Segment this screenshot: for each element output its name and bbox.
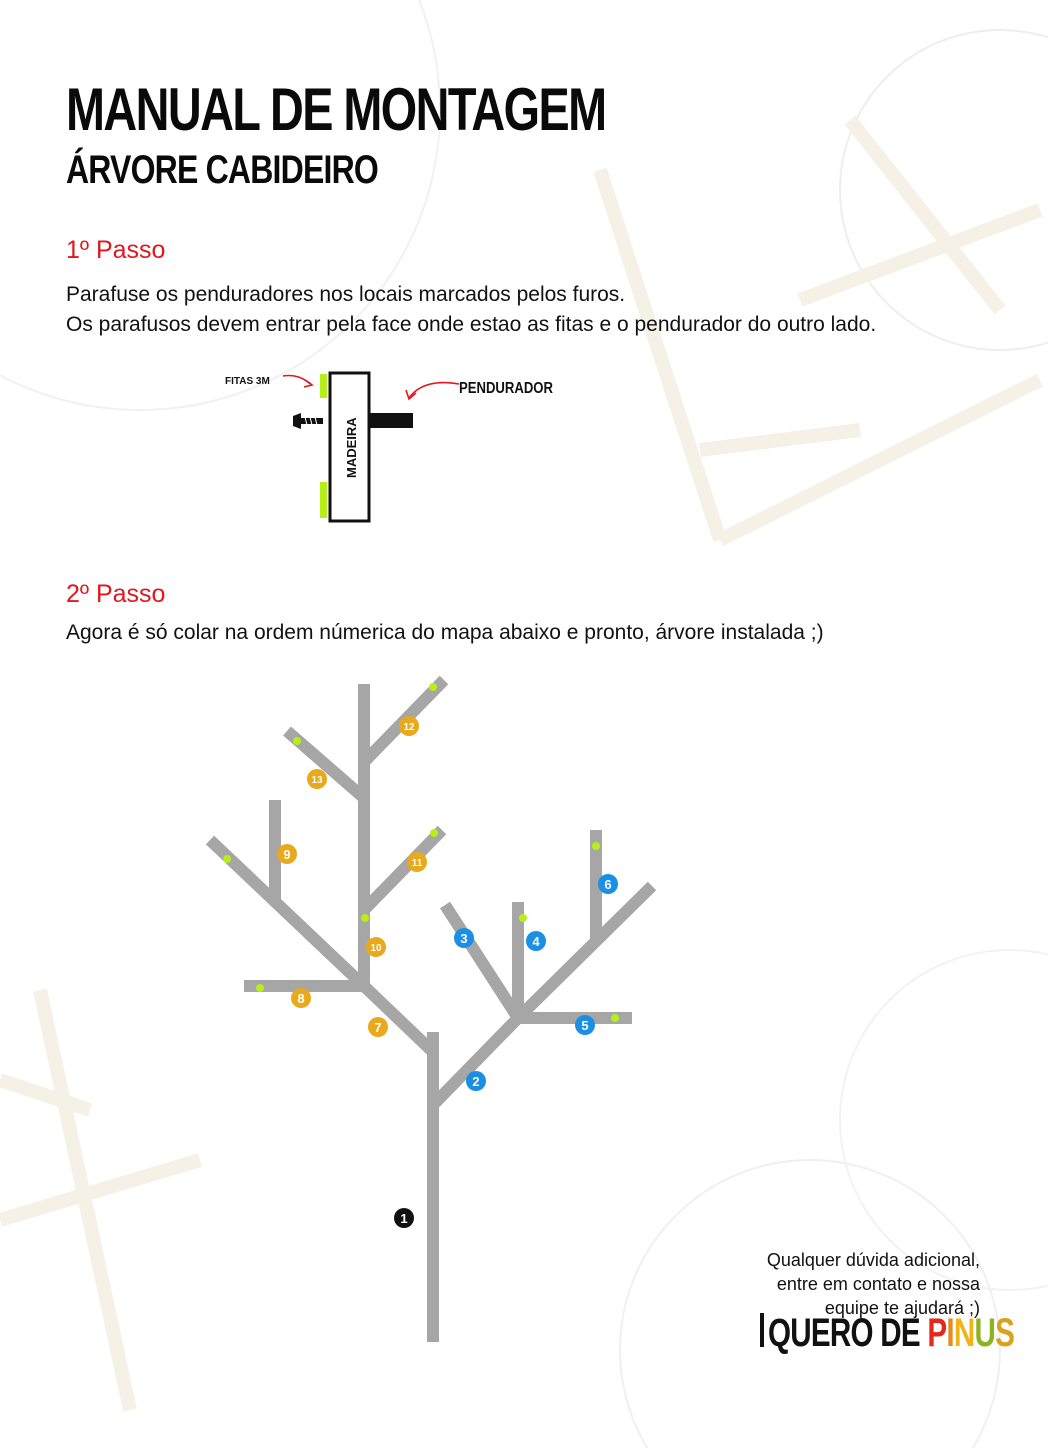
- page-subtitle: ÁRVORE CABIDEIRO: [66, 148, 378, 192]
- wood-label: MADEIRA: [344, 417, 359, 478]
- contact-line-2: entre em contato e nossa: [776, 1274, 980, 1294]
- page-title: MANUAL DE MONTAGEM: [66, 76, 606, 143]
- logo-letter-i: I: [946, 1310, 954, 1356]
- marker-12-label: 12: [403, 722, 415, 733]
- tape-arrow: [283, 375, 311, 384]
- hole-dot: [519, 914, 527, 922]
- marker-9-label: 9: [283, 847, 291, 862]
- step1-line-2: Os parafusos devem entrar pela face onde estao as fitas e o pendurador do outro lado.: [66, 313, 877, 336]
- tape-bottom: [320, 482, 327, 518]
- branch-2: [433, 1018, 518, 1105]
- step1-title: 1º Passo: [66, 236, 166, 264]
- marker-4-label: 4: [532, 934, 540, 949]
- brand-logo: [758, 1308, 1015, 1378]
- tape-top: [320, 374, 327, 398]
- hole-dot: [293, 737, 301, 745]
- contact-line-1: Qualquer dúvida adicional,: [766, 1250, 980, 1270]
- marker-1-label: 1: [400, 1211, 408, 1226]
- branch-11: [364, 830, 442, 910]
- logo-text: QUERO DE: [768, 1310, 928, 1356]
- logo-letter-n: N: [953, 1310, 975, 1356]
- hole-dot: [611, 1014, 619, 1022]
- mounting-diagram: [215, 360, 575, 540]
- hole-dot: [256, 984, 264, 992]
- logo-letter-p: P: [927, 1310, 947, 1356]
- hole-dot: [592, 842, 600, 850]
- contact-line-3: equipe te ajudará ;): [824, 1298, 980, 1318]
- logo-bar: [760, 1313, 764, 1347]
- logo-letter-s: S: [995, 1310, 1015, 1356]
- hole-dot: [361, 914, 369, 922]
- marker-2-label: 2: [472, 1074, 480, 1089]
- hole-dot: [223, 855, 231, 863]
- marker-11-label: 11: [411, 858, 423, 869]
- marker-6-label: 6: [604, 877, 612, 892]
- tree-assembly-map: [200, 670, 660, 1350]
- marker-10-label: 10: [370, 943, 382, 954]
- logo-letter-u: U: [974, 1310, 996, 1356]
- marker-8-label: 8: [297, 991, 305, 1006]
- branch-6a: [518, 886, 652, 1018]
- marker-7-label: 7: [374, 1020, 382, 1035]
- hanger-label: PENDURADOR: [459, 379, 554, 398]
- step1-line-1: Parafuse os penduradores nos locais marcados pelos furos.: [66, 283, 626, 306]
- marker-3-label: 3: [460, 931, 468, 946]
- marker-5-label: 5: [581, 1018, 589, 1033]
- hanger-bar: [369, 413, 413, 428]
- marker-13-label: 13: [311, 775, 323, 786]
- hanger-arrow: [409, 383, 459, 398]
- tape-label: FITAS 3M: [225, 376, 270, 387]
- step2-title: 2º Passo: [66, 580, 166, 608]
- branch-3: [445, 905, 518, 1018]
- hole-dot: [430, 829, 438, 837]
- screw-icon: [293, 413, 323, 429]
- hole-dot: [429, 683, 437, 691]
- step2-text: Agora é só colar na ordem númerica do mapa abaixo e pronto, árvore instalada ;): [66, 621, 824, 644]
- svg-text:QUERO DE PINUS: [768, 1311, 1015, 1355]
